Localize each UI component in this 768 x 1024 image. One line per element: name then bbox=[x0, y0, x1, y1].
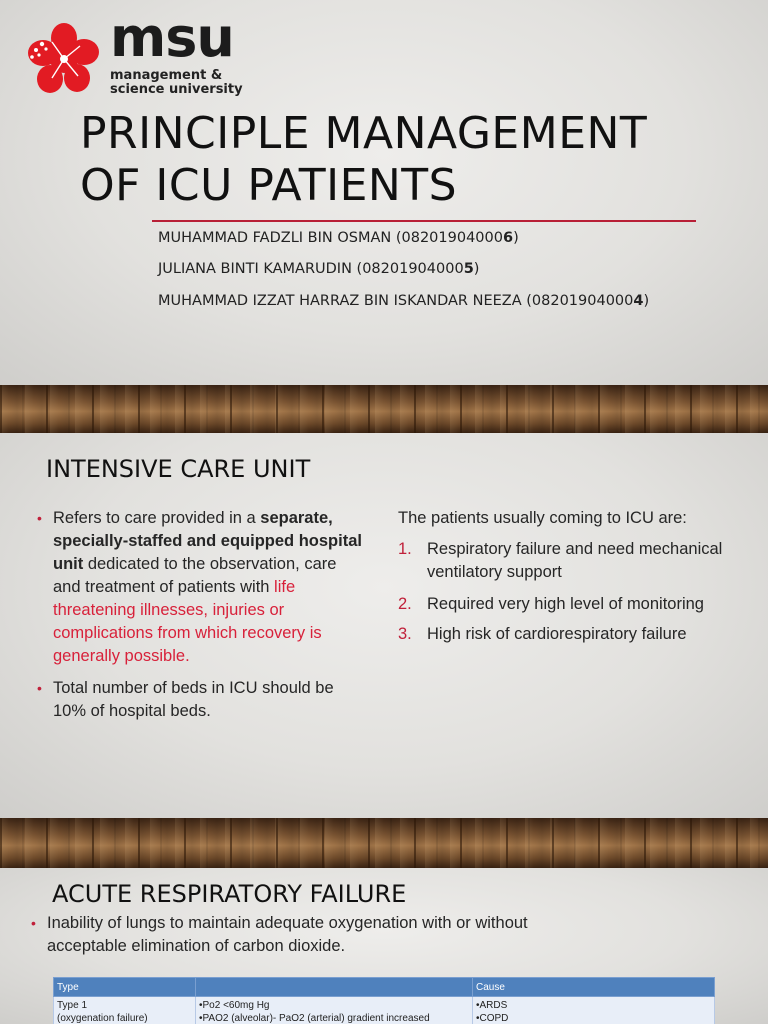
header-type: Type bbox=[54, 978, 196, 997]
msu-logo bbox=[22, 6, 252, 98]
patients-intro: The patients usually coming to ICU are: bbox=[398, 509, 687, 527]
title-line-2: OF ICU PATIENTS bbox=[80, 160, 458, 211]
cell-cause bbox=[473, 997, 715, 1024]
bullet-definition bbox=[31, 912, 607, 958]
author-2-close: ) bbox=[473, 261, 480, 277]
author-2 bbox=[158, 261, 479, 277]
wood-floor-divider bbox=[0, 818, 768, 868]
cause-line-1: •ARDS bbox=[476, 1000, 508, 1011]
author-1-id-digit: 6 bbox=[502, 230, 514, 246]
author-2-id-digit: 5 bbox=[463, 261, 474, 277]
author-1 bbox=[158, 230, 519, 246]
cell-type bbox=[54, 997, 196, 1024]
title-slide bbox=[0, 0, 768, 385]
criteria-line-1: •Po2 <60mg Hg bbox=[199, 1000, 270, 1011]
table-row bbox=[54, 997, 715, 1024]
slide-heading: INTENSIVE CARE UNIT bbox=[46, 455, 311, 483]
slide-heading: ACUTE RESPIRATORY FAILURE bbox=[52, 880, 407, 908]
table-header-row bbox=[54, 978, 715, 997]
author-1-text: MUHAMMAD FADZLI BIN OSMAN (08201904000 bbox=[158, 230, 503, 246]
definition-part-2: dedicated to the observation, care and treatment of patients with bbox=[53, 555, 337, 596]
author-3-close: ) bbox=[643, 293, 650, 309]
bullet-definition bbox=[37, 507, 368, 668]
wood-floor-divider bbox=[0, 385, 768, 433]
definition-part-1: Refers to care provided in a bbox=[53, 509, 261, 527]
author-2-text: JULIANA BINTI KAMARUDIN (08201904000 bbox=[158, 261, 464, 277]
type-line-2: (oxygenation failure) bbox=[57, 1013, 148, 1024]
author-3 bbox=[158, 293, 649, 309]
logo-subtitle-1: management & bbox=[110, 68, 223, 83]
definition-emphasis: separate, specially-staffed and equipped hospital unit bbox=[53, 509, 362, 573]
criteria-line-2: •PAO2 (alveolar)- PaO2 (arterial) gradient increased bbox=[199, 1013, 430, 1024]
bullet-icon: • bbox=[37, 680, 42, 696]
header-cause: Cause bbox=[473, 978, 715, 997]
hibiscus-logo-icon bbox=[22, 22, 106, 96]
logo-subtitle-2: science university bbox=[110, 82, 243, 97]
list-number: 3. bbox=[398, 625, 412, 643]
cell-criteria bbox=[196, 997, 473, 1024]
list-item bbox=[398, 623, 747, 646]
author-3-id-digit: 4 bbox=[633, 293, 644, 309]
title-line-1: PRINCIPLE MANAGEMENT bbox=[80, 108, 648, 159]
author-1-close: ) bbox=[513, 230, 519, 246]
list-number: 1. bbox=[398, 540, 412, 558]
type-line-1: Type 1 bbox=[57, 1000, 88, 1011]
bullet-icon: • bbox=[37, 510, 42, 526]
bullet-beds bbox=[37, 677, 363, 723]
cause-line-2: •COPD bbox=[476, 1013, 509, 1024]
beds-text: Total number of beds in ICU should be 10% of hospital beds. bbox=[53, 679, 334, 720]
title-divider bbox=[152, 220, 696, 222]
icu-slide bbox=[0, 433, 768, 818]
failure-types-table bbox=[53, 977, 715, 1024]
list-text: Respiratory failure and need mechanical ventilatory support bbox=[427, 540, 723, 581]
list-text: Required very high level of monitoring bbox=[427, 595, 704, 613]
definition-text: Inability of lungs to maintain adequate oxygenation with or without acceptable elimination of carbon dioxide. bbox=[47, 914, 528, 955]
list-number: 2. bbox=[398, 595, 412, 613]
logo-wordmark: msu bbox=[110, 6, 234, 69]
slide-title bbox=[80, 108, 720, 212]
list-text: High risk of cardiorespiratory failure bbox=[427, 625, 687, 643]
author-3-text: MUHAMMAD IZZAT HARRAZ BIN ISKANDAR NEEZA (08201904000 bbox=[158, 293, 634, 309]
respiratory-failure-slide bbox=[0, 868, 768, 1024]
header-criteria bbox=[196, 978, 473, 997]
list-item bbox=[398, 538, 727, 584]
bullet-icon: • bbox=[31, 915, 36, 931]
definition-highlight: life threatening illnesses, injuries or complications from which recovery is generally possible. bbox=[53, 578, 322, 665]
list-item bbox=[398, 593, 747, 616]
